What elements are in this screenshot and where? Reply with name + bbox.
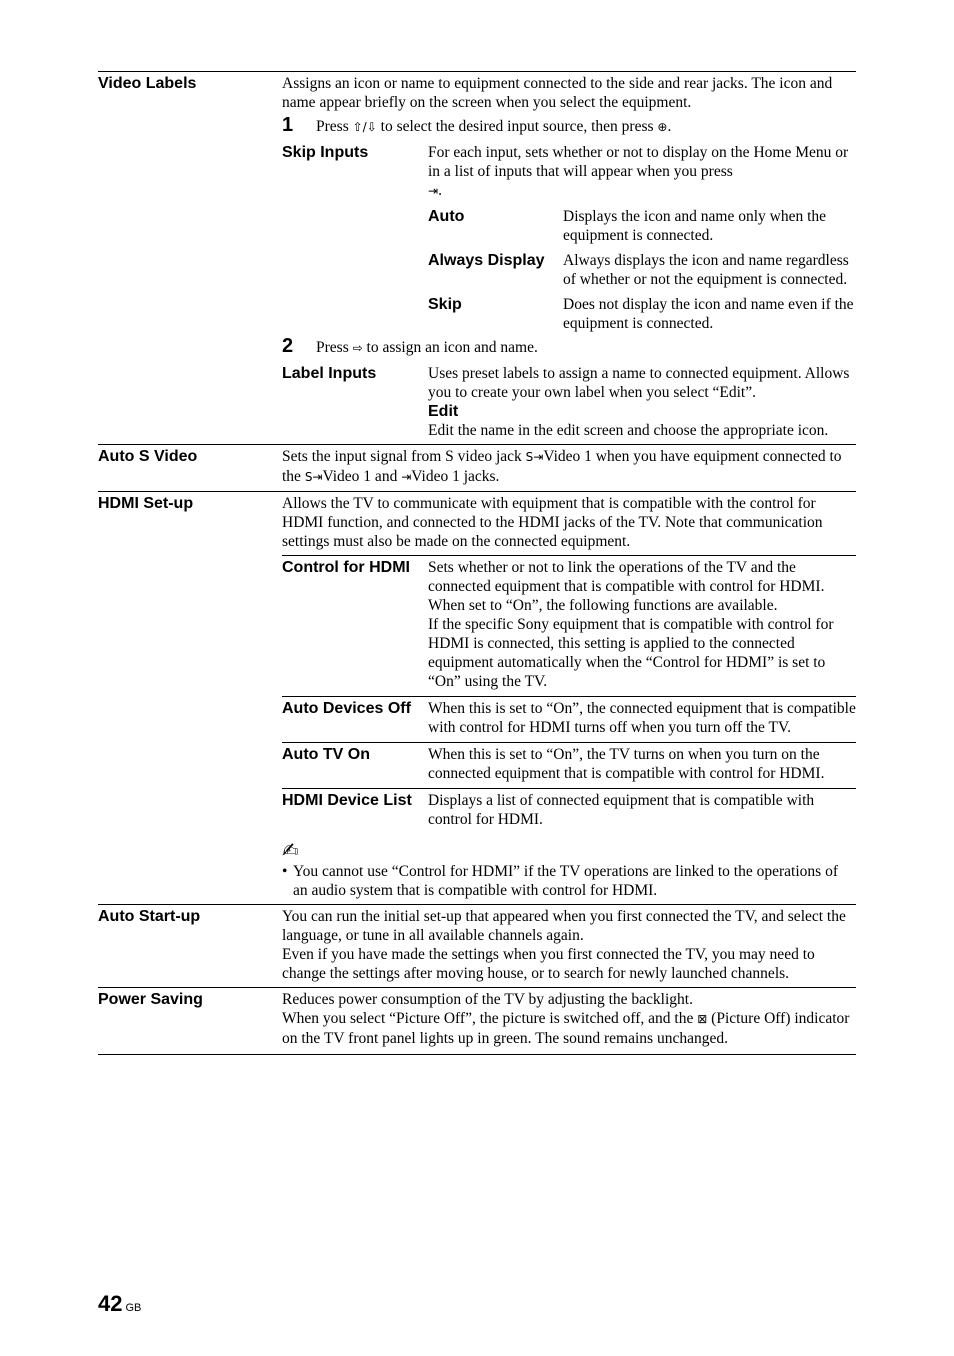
option-skip-desc: Does not display the icon and name even if the equipment is connected. [563, 296, 854, 332]
page-number [98, 1291, 141, 1317]
control-for-hdmi-label: Control for HDMI [282, 559, 410, 576]
option-skip [428, 295, 856, 333]
row-auto-startup [98, 904, 856, 987]
up-down-arrow-icon: ⇧/⇩ [352, 120, 377, 134]
hdmi-setup-label: HDMI Set-up [98, 495, 194, 512]
picture-off-icon: ⊠ [697, 1012, 708, 1026]
settings-table [98, 71, 856, 1055]
auto-s-video-desc: Sets the input signal from S video jack S⇥Video 1 when you have equipment connected to the S⇥Video 1 and ⇥Video 1 jacks. [282, 448, 842, 485]
hdmi-setup-desc-block [282, 492, 856, 904]
video-labels-desc: Assigns an icon or name to equipment connected to the side and rear jacks. The icon and name appear briefly on the screen when you select the equipment. [282, 75, 833, 111]
step-2-number: 2 [282, 335, 294, 357]
video-labels-label: Video Labels [98, 75, 197, 92]
option-always-display-label: Always Display [428, 252, 545, 269]
edit-label: Edit [428, 403, 459, 420]
power-saving-desc-block [282, 988, 856, 1054]
edit-desc: Edit the name in the edit screen and choose the appropriate icon. [428, 422, 829, 439]
skip-inputs-desc-block [428, 143, 856, 333]
hdmi-note-text: You cannot use “Control for HDMI” if the TV operations are linked to the operations of an audio system that is compatible with control for HDMI. [293, 863, 838, 899]
power-saving-label: Power Saving [98, 991, 203, 1008]
hdmi-device-list-desc: Displays a list of connected equipment that is compatible with control for HDMI. [428, 792, 815, 828]
option-always-display-desc: Always displays the icon and name regardless of whether or not the equipment is connected. [563, 252, 849, 288]
step-2 [282, 337, 856, 358]
auto-devices-off-row [282, 696, 856, 742]
row-hdmi-setup [98, 491, 856, 904]
step-2-text: Press ⇨ to assign an icon and name. [316, 339, 538, 356]
option-auto-label: Auto [428, 208, 465, 225]
label-inputs-label: Label Inputs [282, 365, 377, 382]
row-power-saving [98, 987, 856, 1055]
label-inputs-desc: Uses preset labels to assign a name to connected equipment. Allows you to create your own label when you select “Edit”. [428, 365, 850, 401]
option-auto [428, 207, 856, 245]
video-labels-desc-block [282, 72, 856, 444]
hdmi-device-list-row [282, 788, 856, 829]
auto-devices-off-label: Auto Devices Off [282, 700, 411, 717]
option-skip-label: Skip [428, 296, 462, 313]
row-video-labels [98, 71, 856, 444]
skip-inputs-desc: For each input, sets whether or not to display on the Home Menu or in a list of inputs that will appear when you press ⇥. [428, 144, 849, 199]
control-for-hdmi-desc: Sets whether or not to link the operations of the TV and the connected equipment that is compatible with control for HDMI. When set to “On”, the following functions are available. [428, 559, 825, 614]
row-auto-s-video [98, 444, 856, 491]
label-inputs-row [282, 364, 856, 440]
ok-button-icon: ⊕ [657, 120, 668, 134]
control-for-hdmi-row [282, 555, 856, 696]
video-input-icon: ⇥ [401, 470, 412, 484]
step-1 [282, 116, 856, 137]
hdmi-note [282, 862, 856, 900]
bullet-icon: • [282, 863, 288, 880]
option-always-display [428, 251, 856, 289]
skip-inputs-label: Skip Inputs [282, 144, 369, 161]
auto-tv-on-label: Auto TV On [282, 746, 370, 763]
s-video-icon: S⇥ [525, 450, 544, 464]
note-pencil-icon: ✍ [282, 838, 299, 862]
control-for-hdmi-desc-block [428, 558, 856, 696]
page-region: GB [125, 1302, 142, 1314]
control-for-hdmi-desc-2: If the specific Sony equipment that is compatible with control for HDMI is connected, this setting is applied to the connected equipment automatically when the “Control for HDMI” is set to “On” using the TV. [428, 616, 834, 690]
auto-startup-p2: Even if you have made the settings when you first connected the TV, you may need to change the settings after moving house, or to search for newly launched channels. [282, 946, 815, 982]
auto-tv-on-desc: When this is set to “On”, the TV turns on when you turn on the connected equipment that is compatible with control for HDMI. [428, 746, 825, 782]
auto-tv-on-row [282, 742, 856, 788]
auto-startup-p1: You can run the initial set-up that appeared when you first connected the TV, and select the language, or tune in all available channels again. [282, 908, 846, 944]
option-auto-desc: Displays the icon and name only when the equipment is connected. [563, 208, 827, 244]
page-number-value: 42 [98, 1291, 123, 1316]
hdmi-setup-desc: Allows the TV to communicate with equipment that is compatible with the control for HDMI function, and connected to the HDMI jacks of the TV. Note that communication settings must also be made on the connected equipment. [282, 495, 823, 550]
step-1-number: 1 [282, 114, 294, 136]
right-arrow-icon: ⇨ [352, 341, 363, 355]
power-saving-p2: When you select “Picture Off”, the picture is switched off, and the ⊠ (Picture Off) indicator on the TV front panel lights up in green. The sound remains unchanged. [282, 1010, 850, 1047]
skip-inputs-row [282, 143, 856, 333]
input-select-icon: ⇥ [428, 184, 439, 198]
auto-startup-desc-block [282, 905, 856, 987]
label-inputs-desc-block [428, 364, 856, 440]
auto-devices-off-desc: When this is set to “On”, the connected equipment that is compatible with control for HDMI turns off when you turn off the TV. [428, 700, 856, 736]
auto-s-video-label: Auto S Video [98, 448, 198, 465]
step-1-text: Press ⇧/⇩ to select the desired input source, then press ⊕. [316, 118, 672, 135]
s-video-icon: S⇥ [304, 470, 323, 484]
power-saving-p1: Reduces power consumption of the TV by adjusting the backlight. [282, 991, 693, 1008]
hdmi-device-list-label: HDMI Device List [282, 792, 412, 809]
auto-startup-label: Auto Start-up [98, 908, 201, 925]
